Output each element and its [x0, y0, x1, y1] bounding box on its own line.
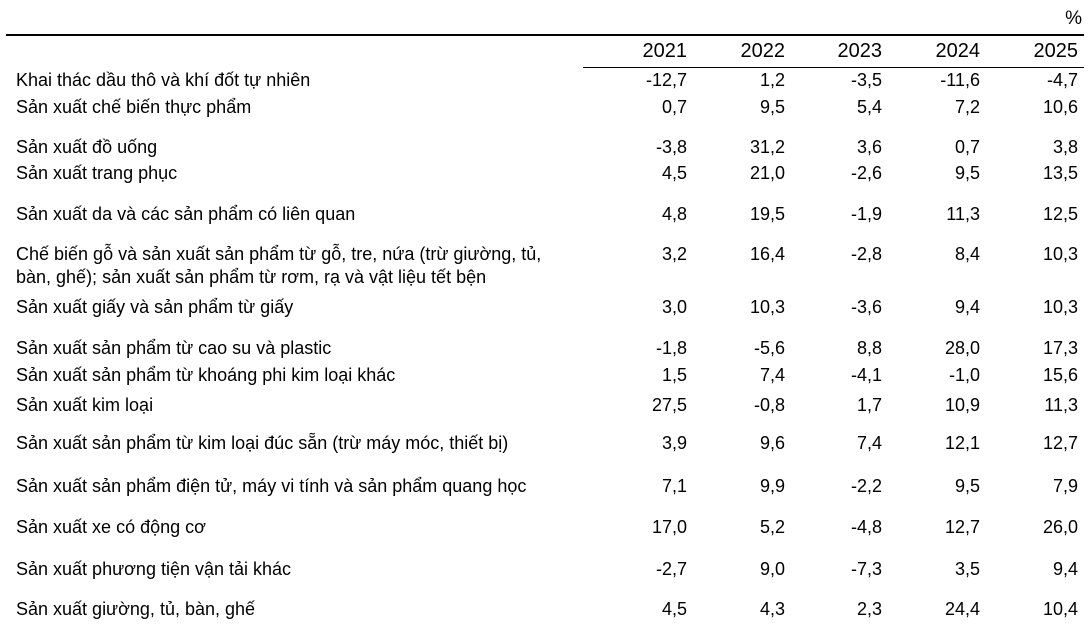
cell-value: 10,4	[1042, 599, 1078, 619]
cell-value: 1,2	[759, 70, 785, 90]
cell-value: 3,8	[1052, 137, 1078, 157]
cell-value: 12,7	[1042, 433, 1078, 453]
cell-value: 11,3	[946, 204, 980, 224]
cell-value: 0,7	[954, 137, 980, 157]
cell-value: -1,0	[948, 365, 980, 385]
cell-value: 7,4	[856, 433, 882, 453]
cell-value: 12,1	[944, 433, 980, 453]
cell-value: 31,2	[749, 137, 785, 157]
cell-value: 9,4	[954, 297, 980, 317]
cell-value: 12,5	[1042, 204, 1078, 224]
year-header-cell: 2021	[642, 40, 687, 62]
cell-value: -7,3	[850, 559, 882, 579]
year-header	[0, 40, 1090, 64]
cell-value: -4,8	[850, 517, 882, 537]
cell-value: -3,6	[850, 297, 882, 317]
row-label: Khai thác dầu thô và khí đốt tự nhiên	[16, 70, 311, 90]
cell-value: -3,8	[655, 137, 687, 157]
cell-value: 13,5	[1042, 163, 1078, 183]
cell-value: 9,5	[954, 163, 980, 183]
cell-value: -1,8	[655, 338, 687, 358]
row-label: Sản xuất sản phẩm điện tử, máy vi tính và sản phẩm quang học	[16, 476, 527, 496]
cell-value: 4,3	[759, 599, 785, 619]
cell-value: 4,8	[661, 204, 687, 224]
cell-value: 9,4	[1052, 559, 1078, 579]
cell-value: 3,5	[954, 559, 980, 579]
cell-value: -5,6	[753, 338, 785, 358]
row-label: Sản xuất xe có động cơ	[16, 517, 206, 537]
row-label: Sản xuất sản phẩm từ kim loại đúc sẵn (trừ máy móc, thiết bị)	[16, 433, 509, 453]
cell-value: 10,6	[1042, 97, 1078, 117]
row-label: Chế biến gỗ và sản xuất sản phẩm từ gỗ, tre, nứa (trừ giường, tủ, bàn, ghế); sản xuất sản phẩm từ rơm, rạ và vật liệu tết bện	[16, 244, 542, 287]
cell-value: -12,7	[645, 70, 687, 90]
cell-value: 1,7	[856, 395, 882, 415]
header-rule	[583, 67, 1084, 68]
row-label: Sản xuất phương tiện vận tải khác	[16, 559, 292, 579]
cell-value: 8,8	[856, 338, 882, 358]
row-label: Sản xuất giường, tủ, bàn, ghế	[16, 599, 256, 619]
year-header-cell: 2025	[1033, 40, 1078, 62]
cell-value: 28,0	[944, 338, 980, 358]
cell-value: 7,9	[1052, 476, 1078, 496]
unit-label: %	[1065, 8, 1082, 29]
cell-value: 9,5	[954, 476, 980, 496]
cell-value: 10,9	[944, 395, 980, 415]
cell-value: 16,4	[749, 244, 785, 264]
cell-value: -3,5	[850, 70, 882, 90]
cell-value: 9,0	[759, 559, 785, 579]
cell-value: 7,1	[661, 476, 687, 496]
cell-value: 9,9	[759, 476, 785, 496]
cell-value: 15,6	[1042, 365, 1078, 385]
row-label: Sản xuất giấy và sản phẩm từ giấy	[16, 297, 294, 317]
cell-value: 17,3	[1042, 338, 1078, 358]
year-header-cell: 2022	[740, 40, 785, 62]
cell-value: -0,8	[753, 395, 785, 415]
cell-value: 26,0	[1042, 517, 1078, 537]
cell-value: -2,2	[850, 476, 882, 496]
cell-value: 27,5	[651, 395, 687, 415]
cell-value: 9,5	[759, 97, 785, 117]
cell-value: -1,9	[850, 204, 882, 224]
cell-value: 4,5	[661, 163, 687, 183]
cell-value: 4,5	[661, 599, 687, 619]
row-label: Sản xuất sản phẩm từ khoáng phi kim loại khác	[16, 365, 396, 385]
cell-value: -11,6	[940, 70, 980, 90]
cell-value: -2,8	[850, 244, 882, 264]
cell-value: 7,2	[954, 97, 980, 117]
cell-value: 3,2	[661, 244, 687, 264]
cell-value: 9,6	[759, 433, 785, 453]
row-label: Sản xuất chế biến thực phẩm	[16, 97, 252, 117]
year-header-cell: 2023	[837, 40, 882, 62]
cell-value: 24,4	[944, 599, 980, 619]
row-label: Sản xuất đồ uống	[16, 137, 158, 157]
row-label: Sản xuất sản phẩm từ cao su và plastic	[16, 338, 332, 358]
cell-value: 11,3	[1044, 395, 1078, 415]
cell-value: 1,5	[661, 365, 687, 385]
cell-value: -4,1	[850, 365, 882, 385]
cell-value: 10,3	[1042, 297, 1078, 317]
cell-value: 0,7	[661, 97, 687, 117]
cell-value: 5,2	[759, 517, 785, 537]
row-label: Sản xuất kim loại	[16, 395, 154, 415]
cell-value: 12,7	[944, 517, 980, 537]
row-label: Sản xuất trang phục	[16, 163, 178, 183]
cell-value: 19,5	[749, 204, 785, 224]
cell-value: 5,4	[856, 97, 882, 117]
cell-value: 7,4	[759, 365, 785, 385]
cell-value: 3,9	[661, 433, 687, 453]
cell-value: 17,0	[651, 517, 687, 537]
cell-value: 8,4	[954, 244, 980, 264]
cell-value: 3,6	[856, 137, 882, 157]
cell-value: -2,6	[850, 163, 882, 183]
row-label: Sản xuất da và các sản phẩm có liên quan	[16, 204, 356, 224]
cell-value: -4,7	[1046, 70, 1078, 90]
cell-value: 21,0	[749, 163, 785, 183]
top-rule	[6, 34, 1084, 36]
cell-value: 10,3	[1042, 244, 1078, 264]
cell-value: 10,3	[749, 297, 785, 317]
cell-value: 3,0	[661, 297, 687, 317]
year-header-cell: 2024	[935, 40, 980, 62]
cell-value: 2,3	[856, 599, 882, 619]
cell-value: -2,7	[655, 559, 687, 579]
